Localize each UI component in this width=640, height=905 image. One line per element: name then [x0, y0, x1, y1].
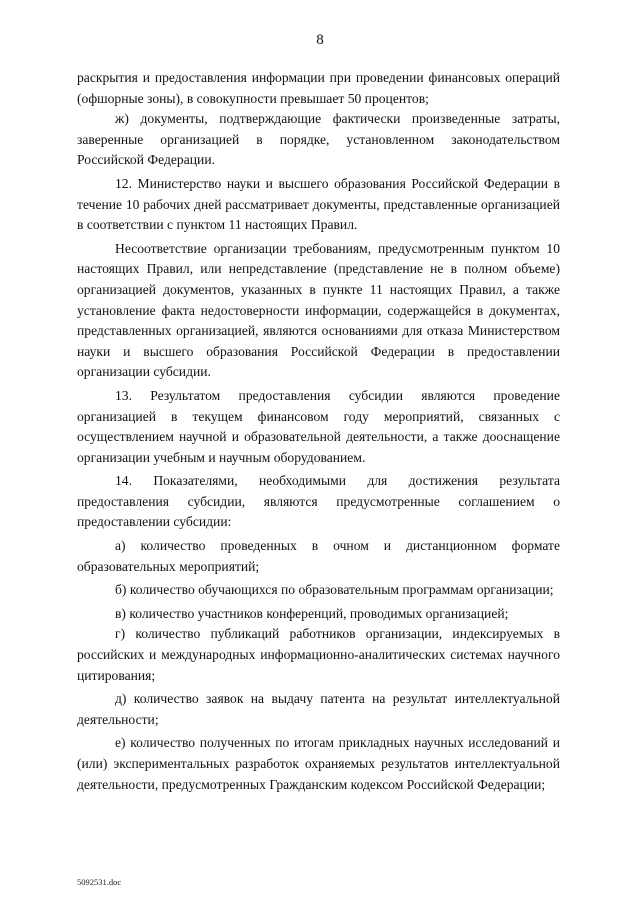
document-footer-filename: 5092531.doc — [77, 877, 122, 887]
paragraph-item-e: е) количество полученных по итогам прикладных научных исследований и (или) экспериментальных разработок охраняемых результатов интеллектуальной деятельности, предусмотренных Гражданским кодексом Российской Федерации; — [77, 735, 560, 792]
paragraph-item-b: б) количество обучающихся по образовательным программам организации; — [115, 582, 554, 598]
paragraph-item-v: в) количество участников конференций, проводимых организацией; — [115, 605, 509, 621]
paragraph-item-g: г) количество публикаций работников организации, индексируемых в российских и международных информационно-аналитических системах научного цитирования; — [77, 626, 560, 683]
paragraph-item-zh: ж) документы, подтверждающие фактически произведенные затраты, заверенные организацией в порядке, установленном законодательством Российской Федерации. — [77, 111, 560, 168]
paragraph-item-d: д) количество заявок на выдачу патента на результат интеллектуальной деятельности; — [77, 691, 560, 727]
paragraph-continuation: раскрытия и предоставления информации при проведении финансовых операций (офшорные зоны), в совокупности превышает 50 процентов; — [77, 70, 560, 106]
paragraph-clause-12: 12. Министерство науки и высшего образования Российской Федерации в течение 10 рабочих дней рассматривает документы, представленные организацией в соответствии с пунктом 11 настоящих Правил. — [77, 175, 560, 233]
paragraph-nonconformity: Несоответствие организации требованиям, предусмотренным пунктом 10 настоящих Правил, или непредставление (представление не в полном объеме) организацией документов, указанных в пункте 11 настоящих Правил, а также установление факта недостоверности информации, содержащейся в документах, представленных организацией, являются основаниями для отказа Министерством науки и высшего образования Российской Федерации в предоставлении организации субсидии. — [77, 240, 560, 380]
paragraph-clause-14: 14. Показателями, необходимыми для достижения результата предоставления субсидии, являются предусмотренные соглашением о предоставлении субсидии: — [77, 473, 560, 530]
document-body — [77, 68, 560, 795]
paragraph-clause-13: 13. Результатом предоставления субсидии являются проведение организацией в текущем финансовом году мероприятий, связанных с осуществлением научной и образовательной деятельности, а также дооснащение организации учебным и научным оборудованием. — [77, 387, 560, 465]
paragraph-item-a: а) количество проведенных в очном и дистанционном формате образовательных мероприятий; — [77, 538, 560, 574]
page-number: 8 — [316, 32, 324, 48]
